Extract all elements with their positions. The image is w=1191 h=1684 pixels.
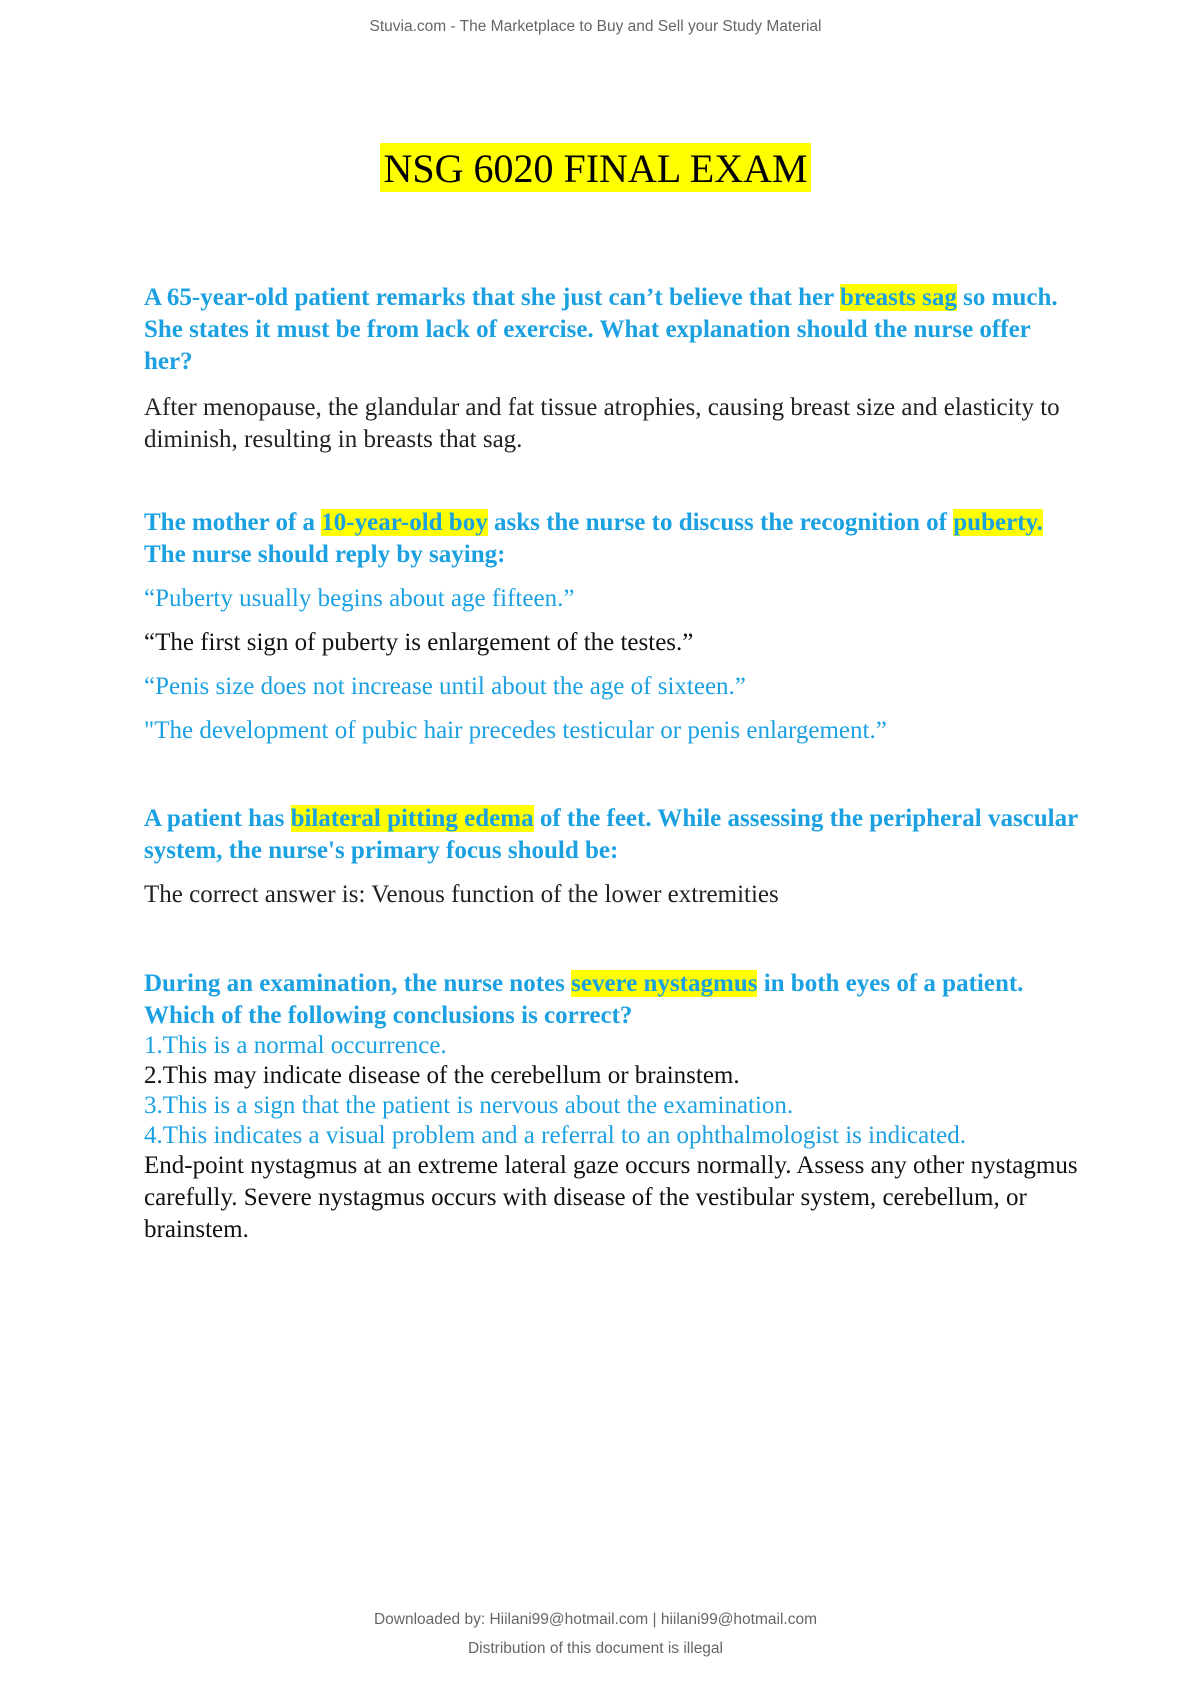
- question-text-part: of the feet. While assessing the peripheral vascular system, the nurse's primary focus should be:: [144, 805, 1078, 864]
- distribution-notice: Distribution of this document is illegal: [467, 1640, 723, 1657]
- question-text: [144, 968, 1084, 1032]
- highlighted-term: severe nystagmus: [571, 970, 758, 997]
- answer-option: 2.This may indicate disease of the cerebellum or brainstem.: [144, 1062, 740, 1089]
- question-text-part: The nurse should reply by saying:: [144, 541, 506, 568]
- question-block-2: [144, 507, 1084, 747]
- title-container: [0, 145, 1191, 192]
- answer-text: After menopause, the glandular and fat tissue atrophies, causing breast size and elasticity to diminish, resulting in breasts that sag.: [144, 394, 1060, 453]
- question-text-part: A 65-year-old patient remarks that she just can’t believe that her: [144, 284, 840, 311]
- question-block-4: [144, 968, 1084, 1246]
- download-notice: Downloaded by: Hiilani99@hotmail.com | hiilani99@hotmail.com: [373, 1611, 817, 1628]
- question-block-1: [144, 282, 1084, 456]
- highlighted-term: puberty.: [953, 509, 1043, 536]
- answer-option: 4.This indicates a visual problem and a referral to an ophthalmologist is indicated.: [144, 1122, 966, 1149]
- question-text-part: so much. She states it must be from lack of exercise. What explanation should the nurse offer her?: [144, 284, 1058, 375]
- question-text: [144, 507, 1084, 571]
- answer-text: The correct answer is: Venous function of the lower extremities: [144, 881, 779, 908]
- answer-option: "The development of pubic hair precedes testicular or penis enlargement.”: [144, 717, 887, 744]
- question-text-part: The mother of a: [144, 509, 322, 536]
- question-text-part: During an examination, the nurse notes: [144, 970, 572, 997]
- answer-option: “Puberty usually begins about age fifteen.”: [144, 585, 575, 612]
- question-text: [144, 803, 1084, 867]
- answer-option: 3.This is a sign that the patient is nervous about the examination.: [144, 1092, 794, 1119]
- page-title: NSG 6020 FINAL EXAM: [380, 143, 810, 192]
- question-text-part: in both eyes of a patient. Which of the following conclusions is correct?: [144, 970, 1024, 1029]
- highlighted-term: 10-year-old boy: [321, 509, 488, 536]
- answer-option: “Penis size does not increase until about the age of sixteen.”: [144, 673, 746, 700]
- question-text: [144, 282, 1084, 378]
- question-block-3: [144, 803, 1084, 911]
- question-text-part: asks the nurse to discuss the recognition of: [487, 509, 954, 536]
- highlighted-term: breasts sag: [839, 284, 957, 311]
- highlighted-term: bilateral pitting edema: [290, 805, 534, 832]
- explanation-text: End-point nystagmus at an extreme lateral gaze occurs normally. Assess any other nystagmus carefully. Severe nystagmus occurs with disease of the vestibular system, cerebellum, or brainstem.: [144, 1152, 1078, 1243]
- answer-option: “The first sign of puberty is enlargement of the testes.”: [144, 629, 694, 656]
- answer-option: 1.This is a normal occurrence.: [144, 1032, 447, 1059]
- question-text-part: A patient has: [144, 805, 291, 832]
- watermark-header: Stuvia.com - The Marketplace to Buy and Sell your Study Material: [369, 18, 822, 35]
